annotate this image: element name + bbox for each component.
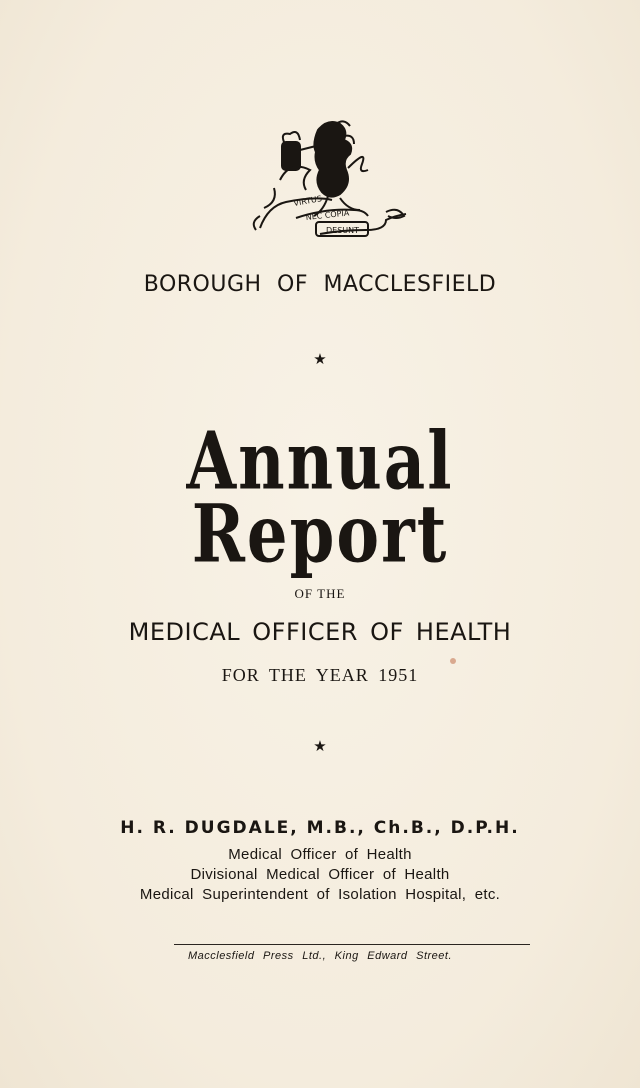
- crest-motto-desunt: DESUNT: [326, 226, 360, 235]
- report-year: FOR THE YEAR 1951: [221, 665, 419, 685]
- star-ornament-icon: ★: [313, 737, 327, 755]
- author-role-moh: Medical Officer of Health: [228, 846, 412, 863]
- author-role-divisional: Divisional Medical Officer of Health: [190, 866, 450, 883]
- author-name: H. R. DUGDALE, M.B., Ch.B., D.P.H.: [120, 818, 520, 838]
- author-role-superintendent: Medical Superintendent of Isolation Hospital, etc.: [139, 886, 501, 903]
- footer-divider: [174, 944, 530, 945]
- crest-motto-nec-copia: NEC COPIA: [305, 208, 350, 222]
- ink-spot: [450, 658, 456, 664]
- borough-crest-emblem: [240, 110, 410, 250]
- title-annual: Annual: [186, 414, 454, 509]
- title-report: Report: [191, 487, 449, 582]
- title-medical-officer-of-health: MEDICAL OFFICER OF HEALTH: [128, 618, 512, 646]
- borough-name: BOROUGH OF MACCLESFIELD: [143, 272, 497, 297]
- star-ornament-icon: ★: [313, 350, 327, 368]
- printer-imprint: Macclesfield Press Ltd., King Edward Street.: [187, 950, 453, 962]
- crest-motto-virtus: VIRTUS: [292, 194, 323, 208]
- title-of-the: OF THE: [294, 586, 346, 601]
